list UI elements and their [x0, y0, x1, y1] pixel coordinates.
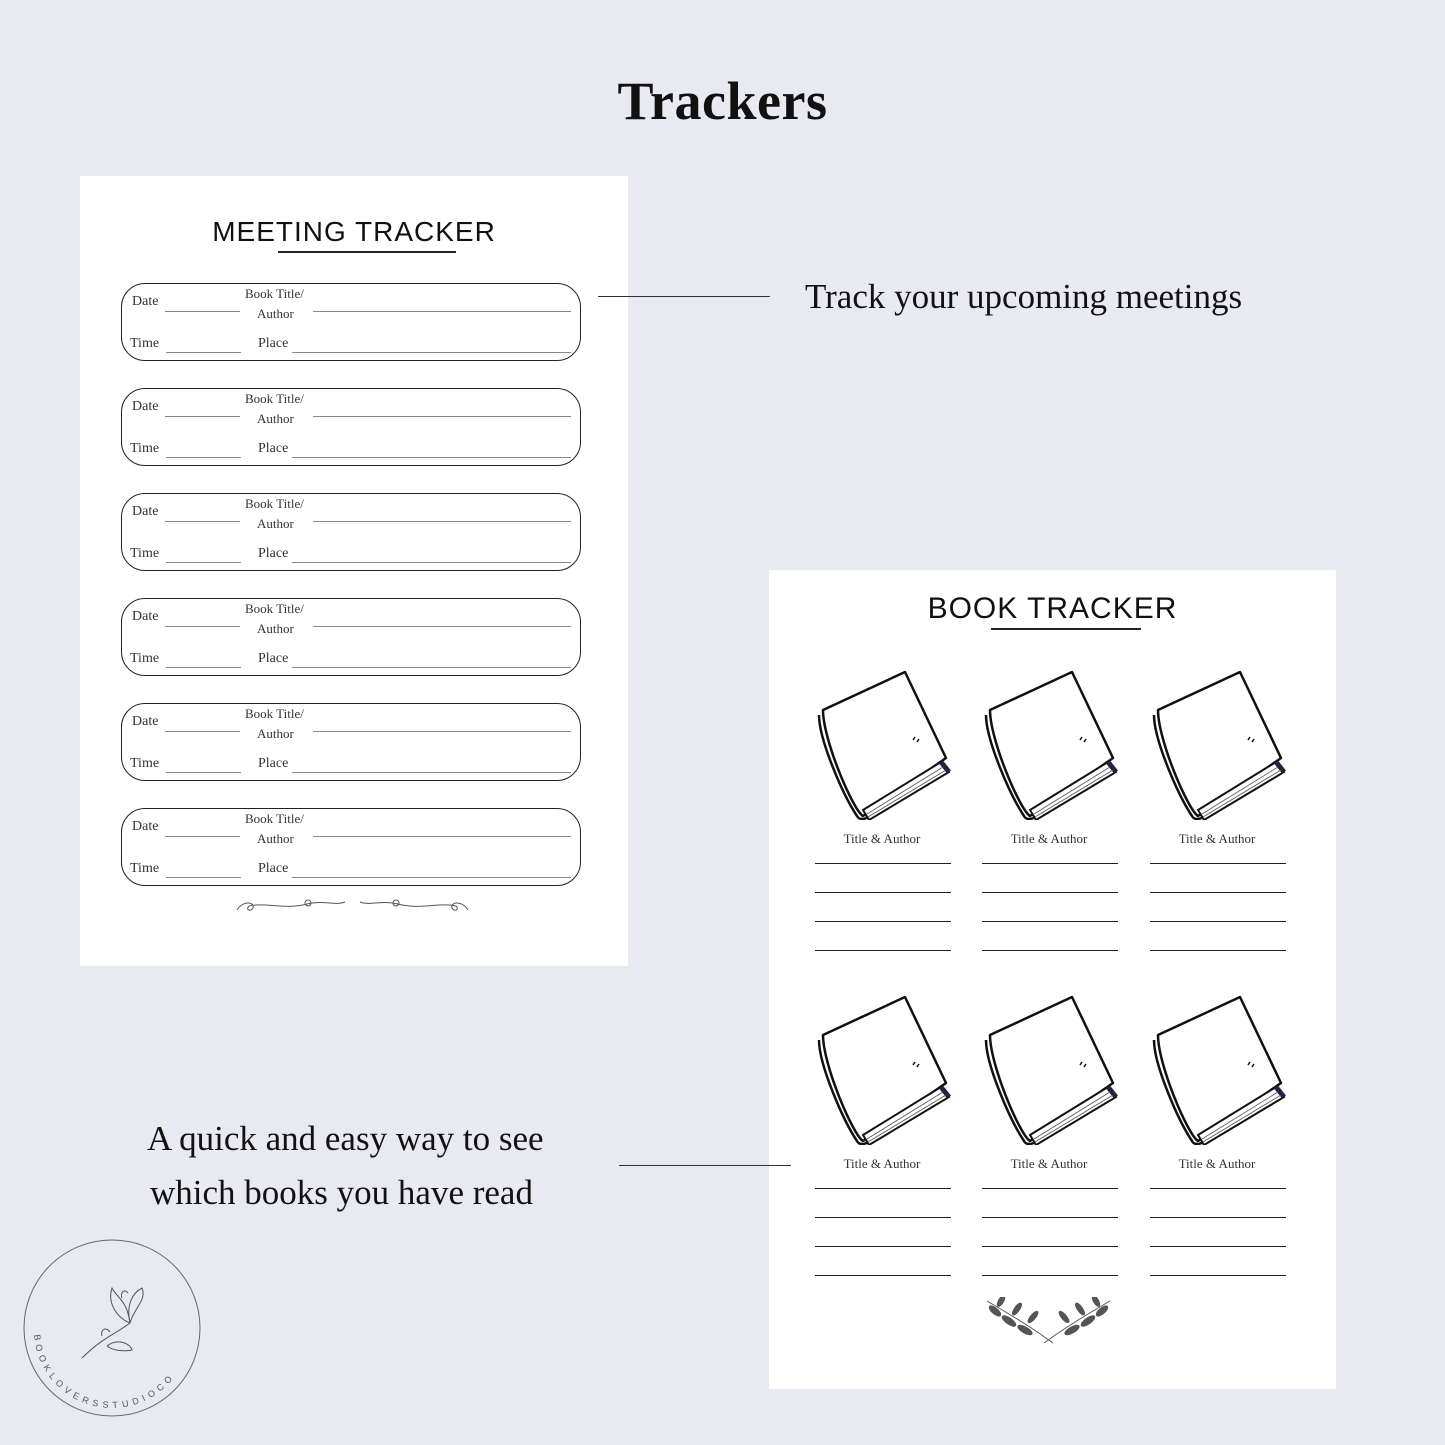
time-field[interactable]	[166, 667, 241, 668]
title-author-line[interactable]	[982, 1246, 1118, 1247]
flower-logo-icon	[22, 1238, 202, 1418]
date-field[interactable]	[165, 311, 240, 312]
place-field[interactable]	[292, 877, 571, 878]
title-author-label: Title & Author	[1010, 831, 1088, 846]
meeting-card	[121, 703, 581, 781]
svg-text:BOOKLOVERSSTUDIOCO	[32, 1334, 177, 1410]
meetings-callout: Track your upcoming meetings	[805, 277, 1243, 316]
book-title-label: Book Title/	[245, 391, 304, 406]
title-author-line[interactable]	[1150, 1188, 1286, 1189]
title-author-label: Title & Author	[1178, 1156, 1256, 1171]
book-title-label: Book Title/	[245, 601, 304, 616]
title-underline	[991, 628, 1141, 630]
book-title-field[interactable]	[313, 416, 571, 417]
time-label: Time	[130, 651, 160, 666]
date-field[interactable]	[165, 626, 240, 627]
logo-text: BOOKLOVERSSTUDIOCO	[31, 1333, 178, 1411]
title-author-label: Title & Author	[1010, 1156, 1088, 1171]
title-author-line[interactable]	[982, 1217, 1118, 1218]
book-icon	[813, 995, 953, 1150]
date-label: Date	[132, 399, 159, 414]
title-author-line[interactable]	[1150, 863, 1286, 864]
place-label: Place	[258, 336, 289, 351]
book-icon	[1148, 670, 1288, 825]
book-title-label: Book Title/	[245, 811, 304, 826]
time-field[interactable]	[166, 352, 241, 353]
meeting-tracker-title: MEETING TRACKER	[212, 216, 496, 247]
date-field[interactable]	[165, 521, 240, 522]
author-label: Author	[257, 306, 294, 321]
book-title-field[interactable]	[313, 521, 571, 522]
meeting-card	[121, 493, 581, 571]
meeting-card	[121, 283, 581, 361]
title-author-line[interactable]	[815, 1188, 951, 1189]
meeting-card	[121, 598, 581, 676]
place-field[interactable]	[292, 457, 571, 458]
book-icon	[1148, 995, 1288, 1150]
time-label: Time	[130, 756, 160, 771]
book-icon	[813, 670, 953, 825]
time-label: Time	[130, 336, 160, 351]
meeting-tracker-sheet	[80, 176, 628, 966]
book-title-field[interactable]	[313, 311, 571, 312]
title-author-line[interactable]	[1150, 1246, 1286, 1247]
book-title-field[interactable]	[313, 626, 571, 627]
time-field[interactable]	[166, 457, 241, 458]
meeting-card	[121, 808, 581, 886]
title-author-line[interactable]	[815, 863, 951, 864]
time-label: Time	[130, 861, 160, 876]
place-field[interactable]	[292, 667, 571, 668]
title-author-line[interactable]	[815, 892, 951, 893]
title-author-line[interactable]	[982, 1188, 1118, 1189]
date-label: Date	[132, 609, 159, 624]
title-underline	[278, 251, 456, 253]
place-label: Place	[258, 861, 289, 876]
title-author-line[interactable]	[815, 950, 951, 951]
books-connector-line	[619, 1165, 791, 1166]
flourish-divider-icon	[235, 896, 470, 918]
place-field[interactable]	[292, 772, 571, 773]
book-title-label: Book Title/	[245, 496, 304, 511]
place-field[interactable]	[292, 562, 571, 563]
author-label: Author	[257, 411, 294, 426]
time-field[interactable]	[166, 877, 241, 878]
book-title-label: Book Title/	[245, 706, 304, 721]
title-author-label: Title & Author	[843, 1156, 921, 1171]
title-author-line[interactable]	[982, 921, 1118, 922]
author-label: Author	[257, 831, 294, 846]
author-label: Author	[257, 726, 294, 741]
time-label: Time	[130, 441, 160, 456]
book-tracker-sheet	[769, 570, 1336, 1389]
place-label: Place	[258, 546, 289, 561]
title-author-line[interactable]	[815, 921, 951, 922]
title-author-line[interactable]	[982, 1275, 1118, 1276]
time-field[interactable]	[166, 562, 241, 563]
book-tracker-title: BOOK TRACKER	[927, 592, 1178, 625]
title-author-line[interactable]	[1150, 1275, 1286, 1276]
laurel-branch-icon	[981, 1297, 1116, 1347]
date-label: Date	[132, 819, 159, 834]
book-title-field[interactable]	[313, 731, 571, 732]
book-title-field[interactable]	[313, 836, 571, 837]
page-title: Trackers	[617, 71, 828, 131]
book-title-label: Book Title/	[245, 286, 304, 301]
book-icon	[980, 995, 1120, 1150]
title-author-line[interactable]	[982, 863, 1118, 864]
date-label: Date	[132, 294, 159, 309]
author-label: Author	[257, 621, 294, 636]
books-callout-line1: A quick and easy way to see	[147, 1119, 544, 1158]
title-author-line[interactable]	[815, 1246, 951, 1247]
place-field[interactable]	[292, 352, 571, 353]
meeting-card	[121, 388, 581, 466]
title-author-line[interactable]	[815, 1217, 951, 1218]
date-field[interactable]	[165, 836, 240, 837]
time-label: Time	[130, 546, 160, 561]
date-field[interactable]	[165, 731, 240, 732]
title-author-line[interactable]	[1150, 921, 1286, 922]
title-author-line[interactable]	[982, 950, 1118, 951]
place-label: Place	[258, 651, 289, 666]
title-author-line[interactable]	[982, 892, 1118, 893]
meetings-connector-line	[598, 296, 770, 297]
title-author-line[interactable]	[815, 1275, 951, 1276]
title-author-label: Title & Author	[843, 831, 921, 846]
date-label: Date	[132, 504, 159, 519]
place-label: Place	[258, 441, 289, 456]
title-author-label: Title & Author	[1178, 831, 1256, 846]
book-icon	[980, 670, 1120, 825]
title-author-line[interactable]	[1150, 892, 1286, 893]
books-callout-line2: which books you have read	[150, 1173, 533, 1212]
date-label: Date	[132, 714, 159, 729]
title-author-line[interactable]	[1150, 1217, 1286, 1218]
author-label: Author	[257, 516, 294, 531]
date-field[interactable]	[165, 416, 240, 417]
place-label: Place	[258, 756, 289, 771]
time-field[interactable]	[166, 772, 241, 773]
title-author-line[interactable]	[1150, 950, 1286, 951]
